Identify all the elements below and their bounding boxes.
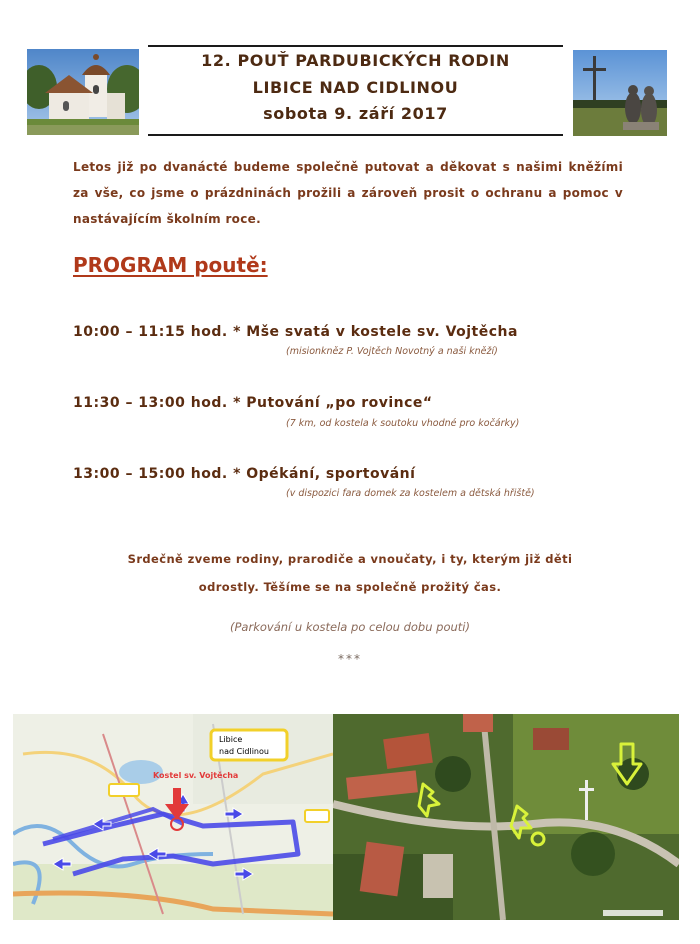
program-item-title: * Opékání, sportování (233, 466, 416, 482)
invitation-line-2: odrostly. Těšíme se na společně prožitý čas. (198, 580, 502, 594)
program-heading: PROGRAM poutě: (73, 253, 268, 277)
town-label-line1: Libice (219, 735, 243, 744)
title-rule-top (148, 45, 563, 47)
program-item-note: (misionkněz P. Vojtěch Novotný a naši kněží) (286, 346, 498, 357)
town-label-line2: nad Cidlinou (219, 747, 269, 756)
program-item-time: 10:00 – 11:15 hod. (73, 324, 228, 340)
event-title: 12. POUŤ PARDUBICKÝCH RODIN (201, 51, 510, 70)
intro-paragraph: Letos již po dvanácté budeme společně putovat a děkovat s našimi kněžími za vše, co jsme o prázdninách prožili a zároveň prosit o ochranu a pomoc v nastávajícím školním roce. (73, 160, 623, 226)
church-photo (27, 49, 139, 135)
event-location: LIBICE NAD CIDLINOU (252, 78, 459, 97)
program-item-title: * Mše svatá v kostele sv. Vojtěcha (233, 324, 518, 340)
route-map (13, 714, 333, 920)
title-rule-bottom (148, 134, 563, 136)
statues-photo (573, 50, 667, 136)
program-item-title: * Putování „po rovince“ (233, 395, 433, 411)
program-item-walk (73, 395, 433, 411)
program-item-mass (73, 324, 518, 340)
event-date: sobota 9. září 2017 (263, 104, 448, 123)
aerial-photo (333, 714, 679, 920)
invitation-line-1: Srdečně zveme rodiny, prarodiče a vnoučaty, i ty, kterým již děti (127, 552, 573, 566)
parking-note: (Parkování u kostela po celou dobu pouti) (230, 620, 470, 634)
separator-stars: *** (338, 652, 362, 666)
program-item-note: (7 km, od kostela k soutoku vhodné pro kočárky) (286, 418, 520, 429)
program-item-time: 13:00 – 15:00 hod. (73, 466, 228, 482)
church-map-label: Kostel sv. Vojtěcha (153, 771, 239, 780)
program-item-note: (v dispozici fara domek za kostelem a dětská hřiště) (286, 488, 535, 499)
program-item-bbq (73, 466, 415, 482)
program-item-time: 11:30 – 13:00 hod. (73, 395, 228, 411)
